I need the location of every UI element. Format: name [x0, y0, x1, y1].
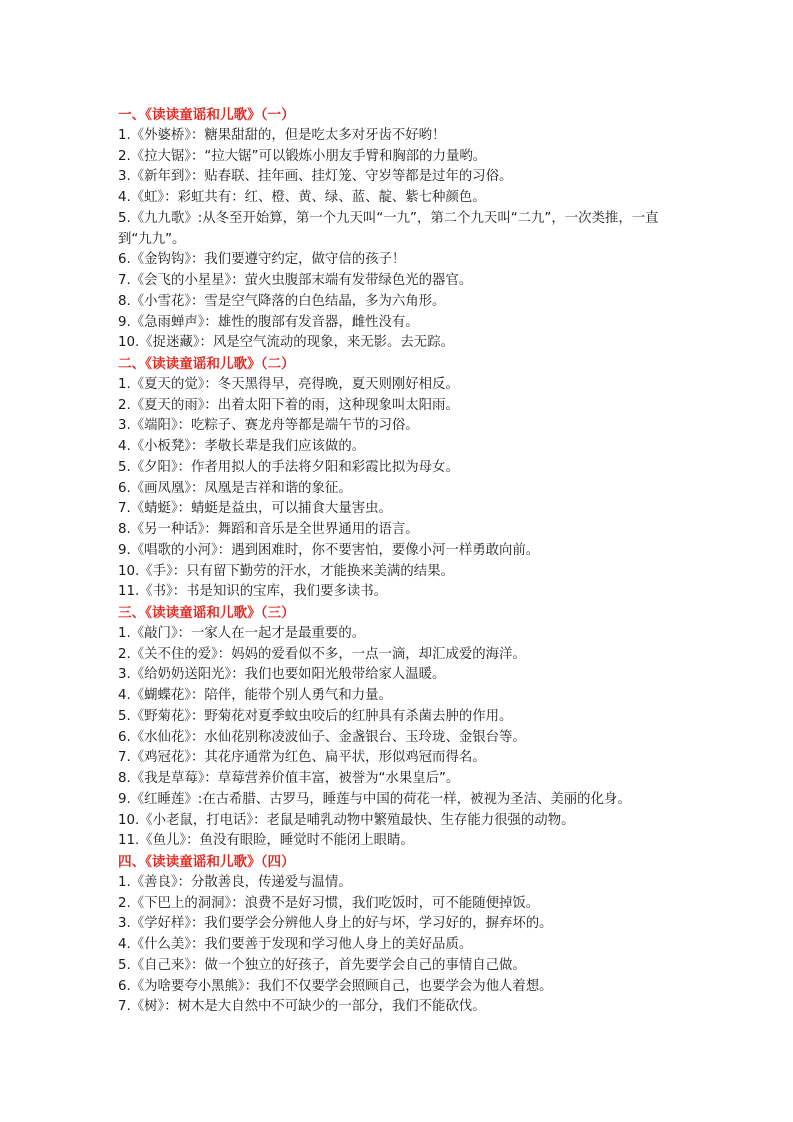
list-item: 10.《捉迷藏》：风是空气流动的现象，来无影。去无踪。 [118, 335, 454, 351]
list-item: 4.《什么美》：我们要善于发现和学习他人身上的美好品质。 [118, 937, 473, 952]
list-item: 8.《我是草莓》：草莓营养价值丰富，被誉为“水果皇后”。 [118, 771, 460, 786]
list-item: 5.《自己来》：做一个独立的好孩子，首先要学会自己的事情自己做。 [118, 957, 526, 973]
list-item: 3.《学好样》：我们要学会分辨他人身上的好与坏，学习好的，摒弃坏的。 [118, 916, 553, 932]
list-item: 9.《急雨蝉声》：雄性的腹部有发音器，雌性没有。 [118, 314, 419, 330]
list-item: 6.《为啥要夸小黑熊》：我们不仅要学会照顾自己，也要学会为他人着想。 [118, 978, 553, 994]
list-item: 1.《善良》：分散善良，传递爱与温情。 [118, 874, 352, 890]
list-item: 4.《小板凳》：孝敬长辈是我们应该做的。 [118, 439, 366, 454]
list-item: 11.《鱼儿》：鱼没有眼睑，睡觉时不能闭上眼睛。 [118, 833, 414, 849]
list-item: 7.《鸡冠花》：其花序通常为红色、扁平状，形似鸡冠而得名。 [118, 750, 486, 766]
list-item: 2.《夏天的雨》：出着太阳下着的雨，这种现象叫太阳雨。 [118, 397, 459, 413]
list-item: 5.《九九歌》:从冬至开始算，第一个九天叫“一九”，第二个九天叫“二九”，一次类推，一直到“九九”。 [118, 210, 659, 247]
list-item: 2.《下巴上的洞洞》：浪费不是好习惯，我们吃饭时，可不能随便掉饭。 [118, 895, 540, 911]
section-heading: 四、《读读童谣和儿歌》（四） [118, 854, 295, 870]
list-item: 2.《关不住的爱》：妈妈的爱看似不多，一点一滴，却汇成爱的海洋。 [118, 646, 526, 662]
section-heading: 三、《读读童谣和儿歌》（三） [118, 605, 295, 621]
list-item: 9.《唱歌的小河》：遇到困难时，你不要害怕，要像小河一样勇敢向前。 [118, 542, 540, 558]
list-item: 5.《夕阳》：作者用拟人的手法将夕阳和彩霞比拟为母女。 [118, 459, 459, 475]
section-heading: 一、《读读童谣和儿歌》（一） [118, 107, 295, 123]
list-item: 6.《画凤凰》：凤凰是吉祥和谐的象征。 [118, 480, 352, 496]
list-item: 7.《会飞的小星星》：萤火虫腹部末端有发带绿色光的器官。 [118, 273, 473, 288]
list-item: 7.《蜻蜓》：蜻蜓是益虫，可以捕食大量害虫。 [118, 501, 392, 517]
list-item: 1.《外婆桥》：糖果甜甜的，但是吃太多对牙齿不好哟！ [118, 127, 446, 143]
list-item: 4.《虹》：彩虹共有：红、橙、黄、绿、蓝、靛、紫七种颜色。 [118, 190, 486, 205]
list-item: 7.《树》：树木是大自然中不可缺少的一部分，我们不能砍伐。 [118, 999, 486, 1015]
list-item: 8.《小雪花》：雪是空气降落的白色结晶，多为六角形。 [118, 293, 446, 309]
list-item: 1.《敲门》：一家人在一起才是最重要的。 [118, 625, 366, 641]
section-heading: 二、《读读童谣和儿歌》（二） [118, 356, 295, 372]
list-item: 10.《手》：只有留下勤劳的汗水，才能换来美满的结果。 [118, 563, 454, 579]
list-item: 4.《蝴蝶花》：陪伴，能带个别人勇气和力量。 [118, 688, 392, 703]
list-item: 8.《另一种话》：舞蹈和音乐是全世界通用的语言。 [118, 522, 419, 537]
list-item: 3.《给奶奶送阳光》：我们也要如阳光般带给家人温暖。 [118, 667, 446, 683]
document-page [118, 105, 688, 1018]
list-item: 6.《金钩钩》：我们要遵守约定，做守信的孩子！ [118, 252, 406, 268]
list-item: 1.《夏天的觉》：冬天黑得早，亮得晚，夏天则刚好相反。 [118, 376, 459, 392]
list-item: 10.《小老鼠，打电话》：老鼠是哺乳动物中繁殖最快、生存能力很强的动物。 [118, 812, 575, 828]
list-item: 11.《书》：书是知识的宝库，我们要多读书。 [118, 584, 388, 600]
list-item: 6.《水仙花》：水仙花别称凌波仙子、金盏银台、玉玲珑、金银台等。 [118, 729, 526, 745]
list-item: 5.《野菊花》：野菊花对夏季蚊虫咬后的红肿具有杀菌去肿的作用。 [118, 708, 513, 724]
list-item: 2.《拉大锯》：“拉大锯”可以锻炼小朋友手臂和胸部的力量哟。 [118, 148, 487, 164]
list-item: 3.《端阳》：吃粽子、赛龙舟等都是端午节的习俗。 [118, 418, 419, 434]
list-item: 3.《新年到》：贴春联、挂年画、挂灯笼、守岁等都是过年的习俗。 [118, 169, 513, 185]
list-item: 9.《红睡莲》:在古希腊、古罗马，睡莲与中国的荷花一样，被视为圣洁、美丽的化身。 [118, 791, 631, 807]
